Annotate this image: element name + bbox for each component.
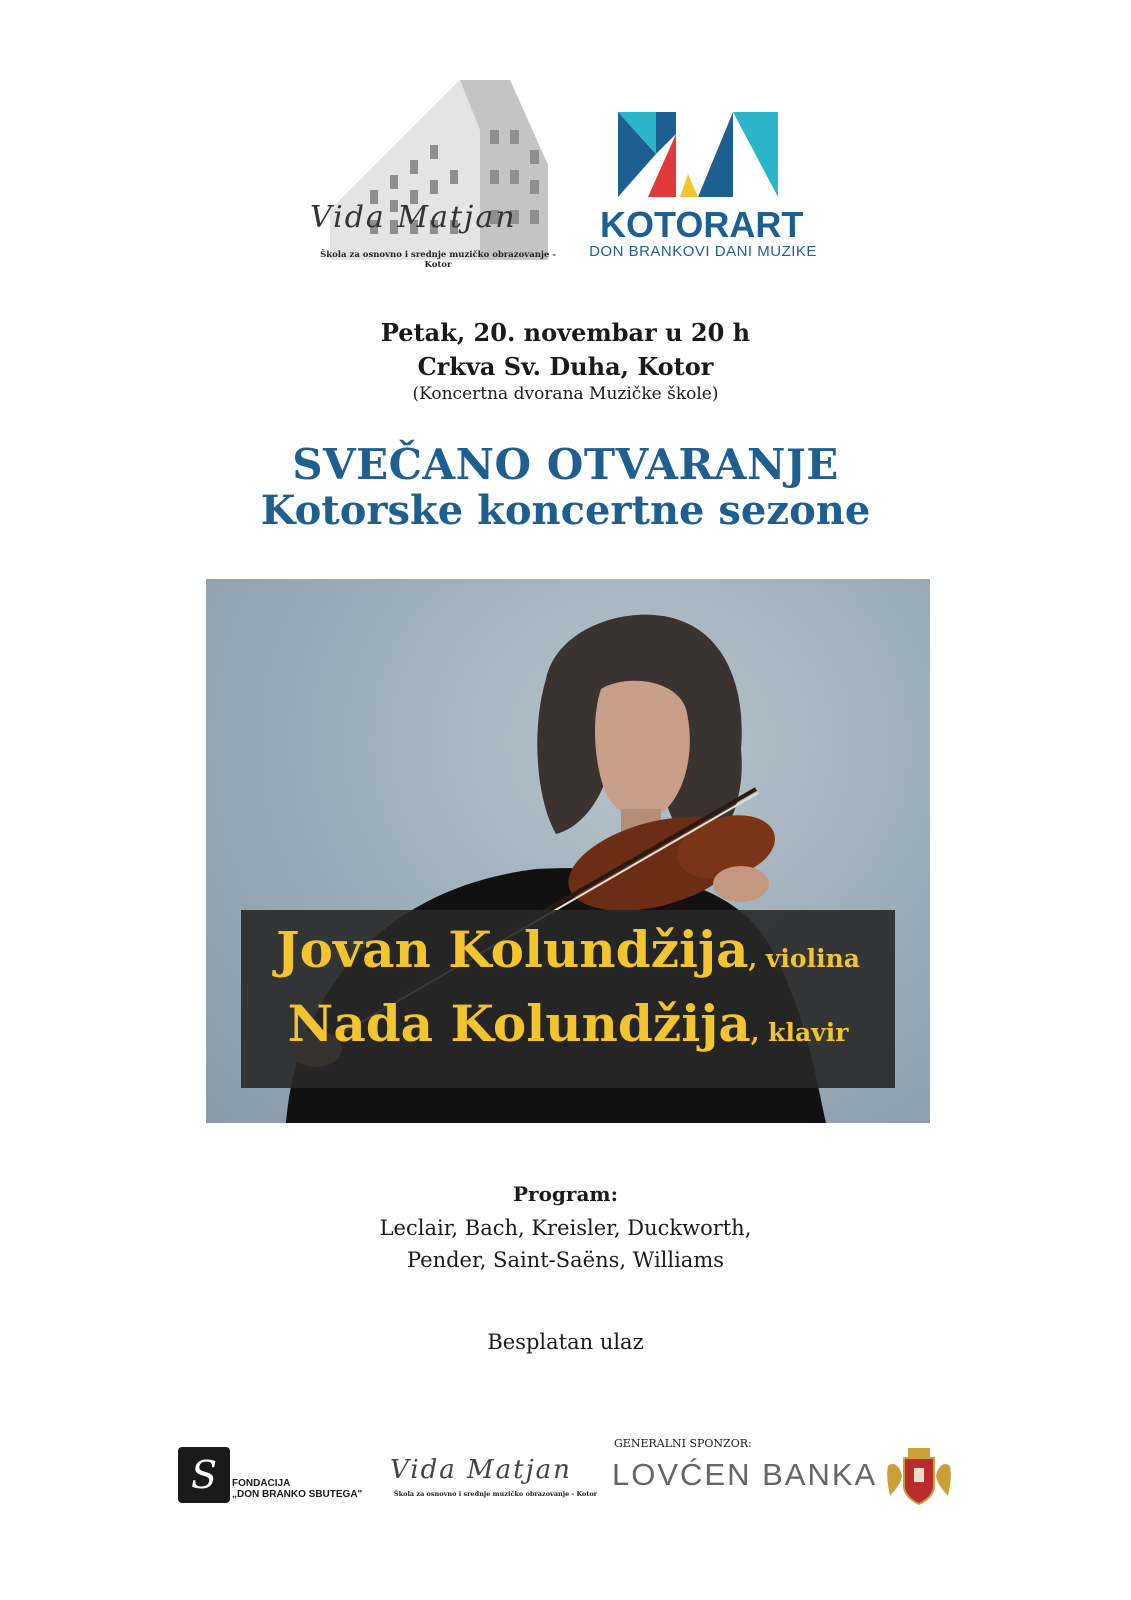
performers-banner <box>241 910 895 1088</box>
venue-note: (Koncertna dvorana Muzičke škole) <box>412 384 719 404</box>
kotorart-subtitle: DON BRANKOVI DANI MUZIKE <box>589 243 817 260</box>
foundation-line-1: FONDACIJA <box>232 1478 291 1489</box>
performer-2-name: Nada Kolundžija <box>287 994 751 1053</box>
event-title: SVEČANO OTVARANJE <box>292 440 839 489</box>
performer-2-role: , klavir <box>750 1018 849 1047</box>
entry-note: Besplatan ulaz <box>487 1330 644 1354</box>
school-caption: Škola za osnovno i srednje muzičko obrazovanje - Kotor <box>320 250 556 270</box>
foundation-line-2: „DON BRANKO SBUTEGA" <box>232 1489 363 1500</box>
kotorart-logo-mark <box>618 112 778 197</box>
school-logo-text: Vida Matjan <box>310 200 517 235</box>
foundation-name <box>232 1478 362 1500</box>
program-composers-2: Pender, Saint-Saëns, Williams <box>406 1248 725 1272</box>
performer-1-role: , violina <box>748 944 860 973</box>
performer-1 <box>241 920 895 979</box>
foundation-logo-icon: S <box>178 1447 230 1503</box>
sponsor-name: LOVĆEN BANKA <box>612 1457 878 1492</box>
school-building-logo <box>310 70 560 275</box>
sponsor-label: GENERALNI SPONZOR: <box>614 1437 752 1450</box>
kotor-crest-icon <box>884 1446 954 1508</box>
performer-1-name: Jovan Kolundžija <box>276 920 749 979</box>
performer-2 <box>241 994 895 1053</box>
footer-school-logo-text: Vida Matjan <box>390 1455 572 1485</box>
program-heading: Program: <box>513 1182 618 1206</box>
event-venue: Crkva Sv. Duha, Kotor <box>417 352 714 381</box>
event-subtitle: Kotorske koncertne sezone <box>260 487 871 534</box>
event-date: Petak, 20. novembar u 20 h <box>380 318 751 347</box>
footer-school-caption: Škola za osnovno i srednje muzičko obrazovanje - Kotor <box>393 1490 598 1498</box>
program-composers-1: Leclair, Bach, Kreisler, Duckworth, <box>379 1216 752 1240</box>
kotorart-name: KOTORART <box>600 204 804 245</box>
